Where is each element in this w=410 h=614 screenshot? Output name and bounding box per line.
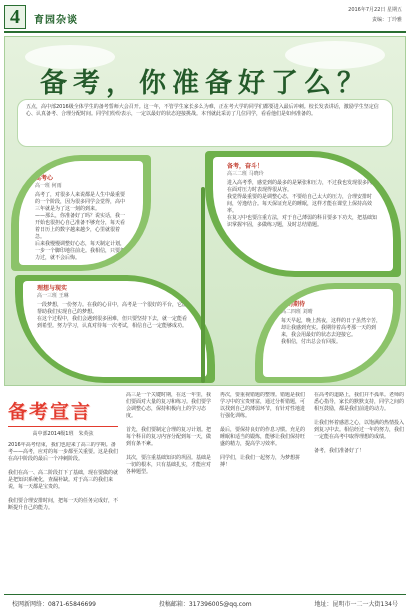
leaf-heading: 备考，奋斗！ — [227, 163, 264, 170]
feature-headline: 备考，你准备好了么？ — [40, 68, 370, 99]
essay-section — [4, 392, 406, 572]
page-number: 4 — [4, 5, 26, 29]
feature-panel — [4, 36, 406, 386]
leaf-text: 每天早起，晚上熬夜，这样的日子虽然辛苦，却让我感到充实。我期待着高考那一天的到来，我会用最好的状态去迎接它。 我相信，付出总会有回报。 — [281, 318, 382, 345]
leaf-author: 高一班 何雨 — [35, 183, 62, 189]
leaf-heading: 高考心 — [35, 175, 54, 182]
leaf-text: 一段梦想，一份努力。在我的心目中，高考是一个很好的平台，它能帮助我们实现自己的梦想。 在这个过程中，我们会遇到很多困难，但只要坚持下去，就一定能看到希望。努力学习，认真对待每一次考试，相信自己一定能够成功。 — [37, 302, 188, 329]
footer-contact: 校网新网络：0871-65846699 — [12, 601, 96, 608]
issue-date: 2016年7月22日 星期五 — [348, 7, 402, 13]
leaf-stem — [201, 187, 205, 383]
section-name: 育园杂谈 — [34, 15, 78, 26]
masthead — [4, 3, 406, 33]
leaf-author: 高一三班 王琳 — [37, 293, 69, 299]
essay-column: 高三是一个关键时期，在这一年里，我们要面对大量的复习和练习。我们要学会调整心态，保持积极向上的学习态度。 首先，我们要制定合理的复习计划。把每个科目的复习内容分配到每一天，做到有条不紊。 其次，要注重基础知识的巩固。基础是一切的根本，只有基础扎实，才能应对各种题型。 — [126, 392, 212, 475]
leaf-heading: 我的期待 — [281, 301, 306, 308]
feature-lead: 五点，高中部2016级全体学生的备考誓师大会召开。这一年，不管学生家长多么为难，正在考大学的同学们都要进入最后冲刺。校长发表讲话，激励学生坚定信心、认真备考、合理分配时间。同学们纷纷表示，一定以最好的状态迎接挑战。本刊就此采访了几位同学，看看他们是如何准备的。 — [17, 99, 393, 147]
essay-column: 在高考的道路上，我们并不孤单。老师的悉心指导，家长的默默支持，同学之间的相互鼓励，都是我们前进的动力。 让我们怀着感恩之心，以饱满的热情投入到复习中去。相信经过一年的努力，我们一定能在高考中取得理想的成绩。 备考，我们准备好了！ — [314, 392, 404, 454]
essay-title-rule — [8, 426, 118, 427]
essay-title: 备考宣言 — [8, 402, 93, 423]
leaf-author: 高二四班 刘晴 — [281, 309, 313, 315]
leaf-heading: 理想与现实 — [37, 285, 68, 292]
leaf-text: 高考了，对很多人来说都是人生中最重要的一个阶段，因为很多同学会觉得，高中三年就是为了这一刻的到来。 ——那么，你准备好了吗？说实话，我一开始也很担心自己准备不够充分，每天看着日历上的数字越来越少，心里就很着急。 后来我慢慢调整好心态，每天制定计划，一步一个脚印地往前走。我相信，只要努力过，就不会后悔。 — [35, 192, 126, 261]
page-footer — [4, 594, 406, 610]
footer-address: 地址：昆明市一二一大街134号 — [314, 601, 398, 608]
leaf-author: 高三二班 马晓玲 — [227, 171, 264, 177]
footer-email: 投稿邮箱：317396005@qq.com — [158, 601, 252, 608]
essay-byline: 高中部2014级1班 朱英弦 — [32, 431, 94, 437]
essay-column: 2016年高考结束，我们也迎来了高三的学期。备考——高考，应对的每一步都至关重要。这是我们在高中阶段的最后一个冲刺阶段。 我们在高一、高二阶段打下了基础，现在要做的就是把知识系统化，查漏补缺。对于高三的我们来说，每一天都是宝贵的。 我们要合理安排时间，把每一天的任务完成好，不断提升自己的能力。 — [8, 442, 118, 511]
essay-column: 再次，要重视错题的整理。错题是我们学习中的宝贵财富，通过分析错题，可以找到自己的薄弱环节，有针对性地进行强化训练。 最后，要保持良好的作息习惯。充足的睡眠和适当的锻炼，能够让我们保持旺盛的精力，提高学习效率。 同学们，让我们一起努力，为梦想拼搏！ — [220, 392, 306, 468]
leaf-text: 进入高考季，感觉到的最多的是紧张和压力，不过我也发现很多同学在面对压力时表现得很从容。 我觉得最重要的是调整心态，不要给自己太大的压力，合理安排时间，劳逸结合。每天保证充足的睡眠，这样才能在课堂上保持高效率。 在复习中也要注重方法，对于自己薄弱的科目要多下功夫，把基础知识掌握牢固，多做练习题，及时总结错题。 — [227, 180, 378, 228]
editor-credit: 责编：丁玲雅 — [371, 17, 402, 23]
